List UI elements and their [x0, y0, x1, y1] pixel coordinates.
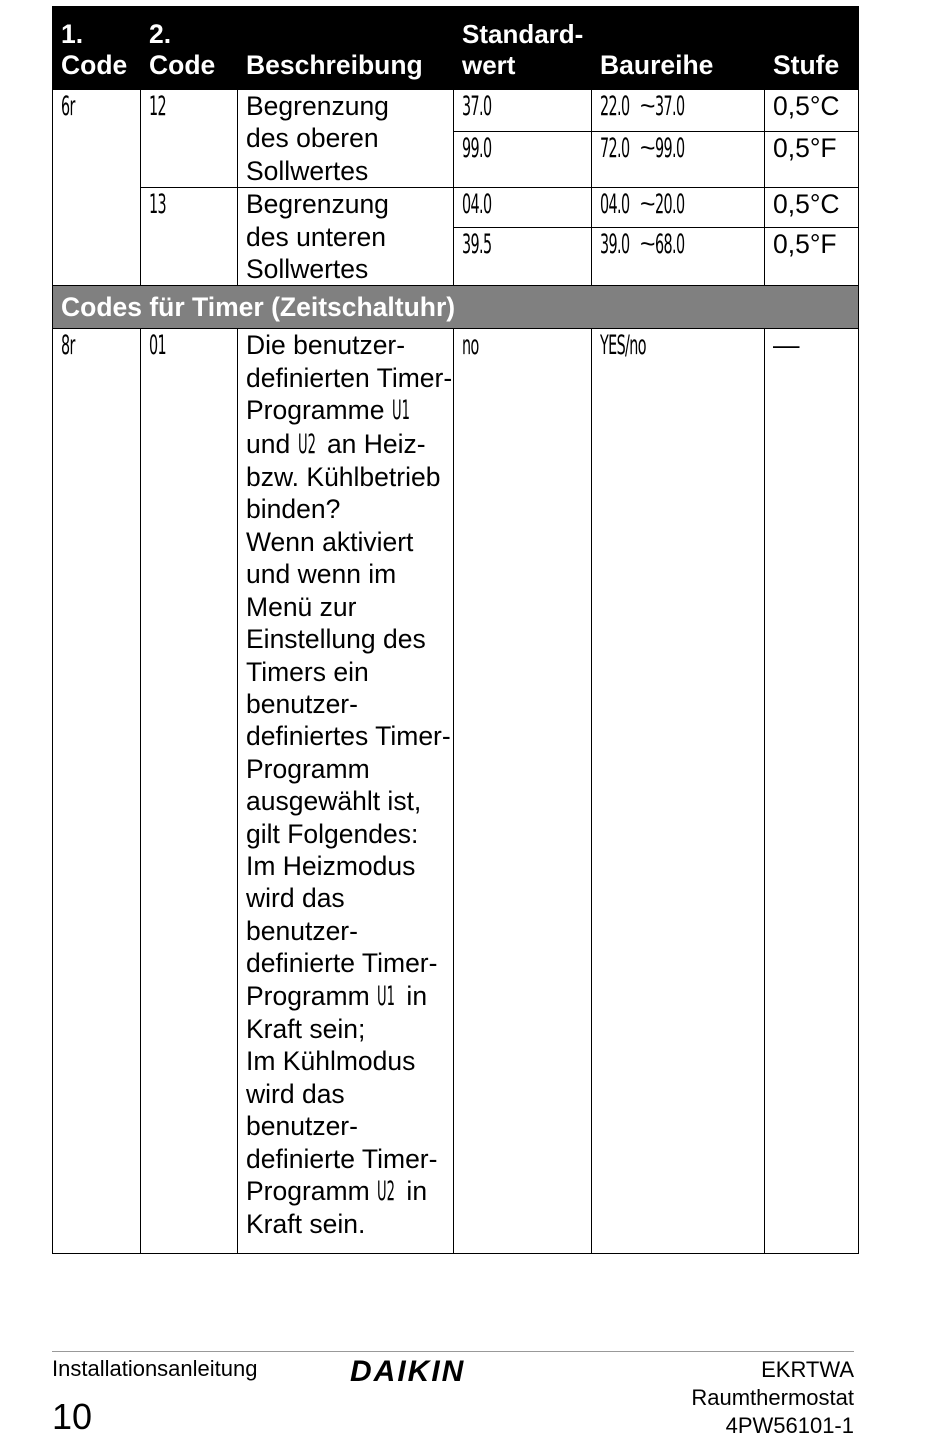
description-text: Programm [246, 1176, 378, 1206]
description-cell [238, 329, 454, 1253]
description-line: wird das [246, 1078, 345, 1109]
description-line: und wenn im [246, 559, 397, 590]
default-value-cell: 99.0 [454, 132, 592, 188]
step-cell: — [765, 329, 859, 1253]
table-row [53, 329, 859, 1253]
description-line: Timers ein [246, 656, 369, 687]
description-line: gilt Folgendes: [246, 818, 419, 849]
description-text: in [399, 980, 428, 1011]
footer-document-type: Installationsanleitung [52, 1356, 258, 1381]
code-table [52, 6, 859, 1254]
description-line [246, 428, 453, 461]
footer-divider [52, 1351, 854, 1352]
range-cell: 39.0 ~68.0 [592, 228, 765, 286]
section-header-row [53, 286, 859, 329]
description-text: an Heiz- [319, 428, 426, 459]
default-value-cell: 39.5 [454, 228, 592, 286]
description-line: Programm [246, 753, 370, 784]
description-line: benutzer- [246, 1111, 358, 1142]
range-cell: 04.0 ~20.0 [592, 188, 765, 228]
description-line: ausgewählt ist, [246, 786, 422, 817]
program-code: U1 [391, 395, 410, 427]
program-code: U2 [297, 428, 316, 460]
description-line [246, 1175, 453, 1208]
footer-product-name: Raumthermostat [691, 1385, 854, 1410]
description-line: bzw. Kühlbetrieb [246, 462, 441, 493]
program-code: U1 [377, 980, 396, 1012]
description-line: Einstellung des [246, 624, 426, 655]
description-line: definierten Timer- [246, 362, 453, 393]
step-cell: 0,5°C [765, 90, 859, 132]
table-header-row [53, 7, 859, 90]
section-title: Codes für Timer (Zeitschaltuhr) [53, 286, 859, 329]
step-cell: 0,5°C [765, 188, 859, 228]
description-line [246, 394, 453, 427]
range-cell: 22.0 ~37.0 [592, 90, 765, 132]
description-line: Die benutzer- [246, 330, 406, 361]
header-second-code: 2. Code [141, 7, 238, 90]
page-number: 10 [52, 1396, 93, 1437]
program-code: U2 [377, 1176, 396, 1207]
header-default-value: Standard- wert [454, 7, 592, 90]
second-code-cell: 12 [141, 90, 238, 188]
table-row [53, 90, 859, 132]
description-line: Kraft sein; [246, 1013, 366, 1044]
second-code-cell: 13 [141, 188, 238, 286]
description-line: benutzer- [246, 688, 358, 719]
header-description: Beschreibung [238, 7, 454, 90]
range-cell: YES/no [592, 329, 765, 1253]
range-cell: 72.0 ~99.0 [592, 132, 765, 188]
first-code-cell: 8r [53, 329, 141, 1253]
description-line: Menü zur [246, 591, 357, 622]
second-code-cell: 01 [141, 329, 238, 1253]
description-line: benutzer- [246, 915, 358, 946]
description-text: Programme [246, 395, 392, 426]
description-line: Im Kühlmodus [246, 1046, 416, 1077]
default-value-cell: 37.0 [454, 90, 592, 132]
description-line [246, 980, 453, 1013]
default-value-cell: no [454, 329, 592, 1253]
description-text: und [246, 428, 298, 459]
footer-product-info [691, 1356, 854, 1440]
table-row [53, 188, 859, 228]
description-line: wird das [246, 883, 345, 914]
description-cell: Begrenzung des oberen Sollwertes [238, 90, 454, 188]
description-line: Kraft sein. [246, 1209, 366, 1240]
step-cell: 0,5°F [765, 132, 859, 188]
description-line: Im Heizmodus [246, 850, 416, 881]
footer-doc-number: 4PW56101-1 [725, 1413, 854, 1438]
step-cell: 0,5°F [765, 228, 859, 286]
description-text: Programm [246, 980, 378, 1011]
brand-logo: DAIKIN [350, 1355, 466, 1388]
description-line: Wenn aktiviert [246, 526, 414, 557]
header-range: Baureihe [592, 7, 765, 90]
footer-model: EKRTWA [761, 1357, 854, 1382]
description-line: definiertes Timer- [246, 721, 451, 752]
description-line: binden? [246, 494, 341, 525]
description-line: definierte Timer- [246, 948, 438, 979]
description-text: in [399, 1176, 428, 1206]
default-value-cell: 04.0 [454, 188, 592, 228]
description-line: definierte Timer- [246, 1143, 438, 1174]
header-step: Stufe [765, 7, 859, 90]
first-code-cell: 6r [53, 90, 141, 286]
description-cell: Begrenzung des unteren Sollwertes [238, 188, 454, 286]
header-first-code: 1. Code [53, 7, 141, 90]
